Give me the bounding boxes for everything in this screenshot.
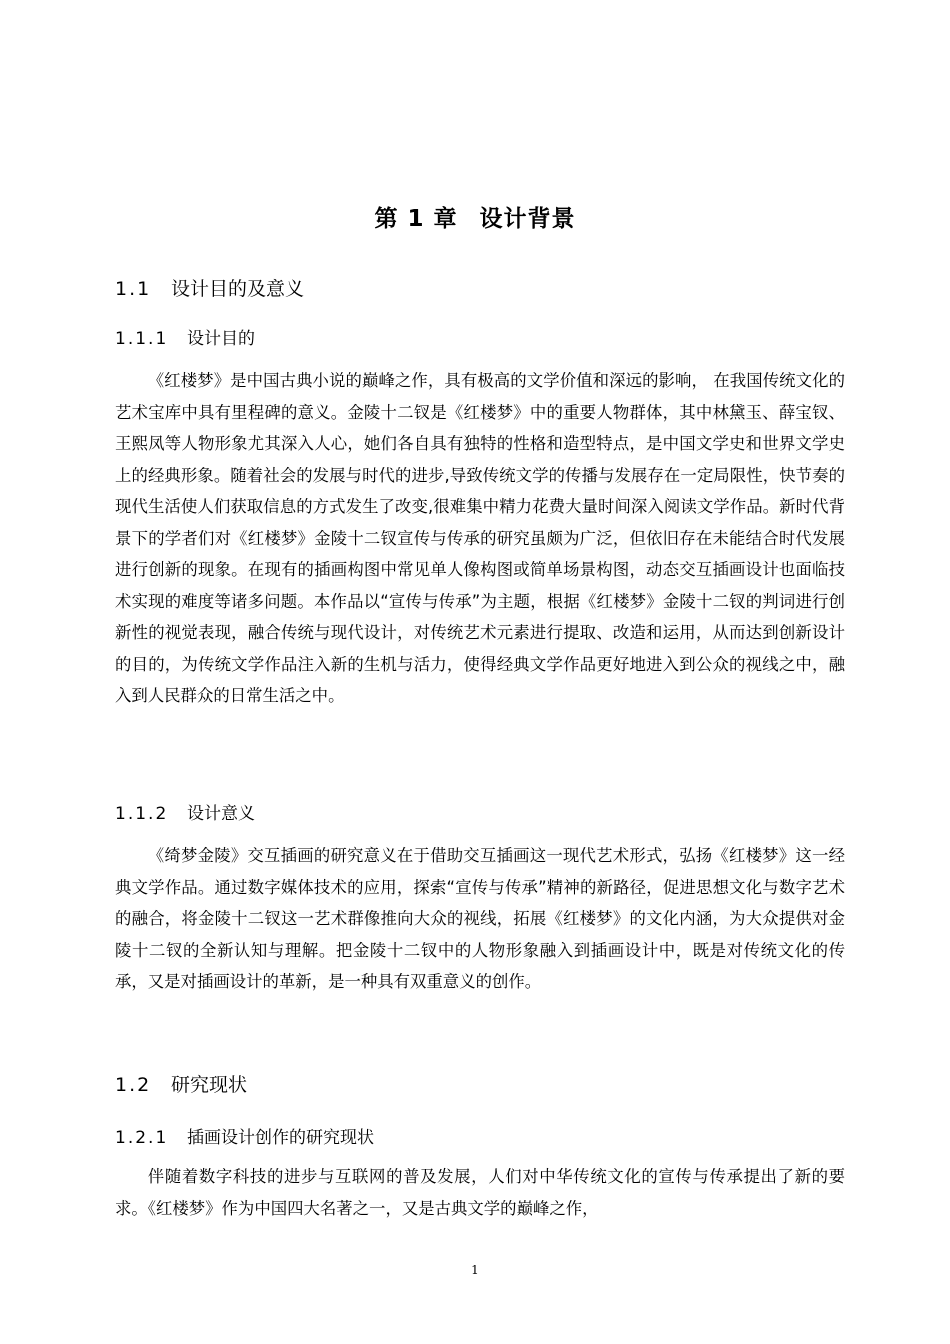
section-number: 1.1 [115,278,152,300]
section-title: 研究现状 [171,1074,248,1096]
page-number: 1 [471,1263,479,1277]
section-number: 1.2 [115,1074,152,1096]
section-heading-1-2 [115,1072,247,1098]
subsection-heading-1-2-1 [115,1126,374,1150]
paragraph-illustration-research: 伴随着数字科技的进步与互联网的普及发展，人们对中华传统文化的宣传与传承提出了新的要求。《红楼梦》作为中国四大名著之一，又是古典文学的巅峰之作， [115,1167,845,1218]
subsection-heading-1-1-2 [115,802,255,826]
section-heading-1-1 [115,276,304,302]
subsection-number: 1.1.2 [115,804,169,824]
subsection-number: 1.1.1 [115,329,169,349]
subsection-heading-1-1-1 [115,327,255,351]
paragraph-design-significance: 《绮梦金陵》交互插画的研究意义在于借助交互插画这一现代艺术形式，弘扬《红楼梦》这一经典文学作品。通过数字媒体技术的应用，探索“宣传与传承”精神的新路径，促进思想文化与数字艺术的融合，将金陵十二钗这一艺术群像推向大众的视线，拓展《红楼梦》的文化内涵，为大众提供对金陵十二钗的全新认知与理解。把金陵十二钗中的人物形象融入到插画设计中，既是对传统文化的传承，又是对插画设计的革新，是一种具有双重意义的创作。 [115,846,845,991]
subsection-number: 1.2.1 [115,1128,169,1148]
section-title: 设计目的及意义 [171,278,305,300]
chapter-name: 设计背景 [479,206,576,232]
paragraph-design-purpose: 《红楼梦》是中国古典小说的巅峰之作，具有极高的文学价值和深远的影响， 在我国传统文化的艺术宝库中具有里程碑的意义。金陵十二钗是《红楼梦》中的重要人物群体，其中林黛玉、薛宝钗、王熙凤等人物形象尤其深入人心，她们各自具有独特的性格和造型特点，是中国文学史和世界文学史上的经典形象。随着社会的发展与时代的进步,导致传统文学的传播与发展存在一定局限性，快节奏的现代生活使人们获取信息的方式发生了改变,很难集中精力花费大量时间深入阅读文学作品。新时代背景下的学者们对《红楼梦》金陵十二钗宣传与传承的研究虽颇为广泛，但依旧存在未能结合时代发展进行创新的现象。在现有的插画构图中常见单人像构图或简单场景构图，动态交互插画设计也面临技术实现的难度等诸多问题。本作品以“宣传与传承”为主题，根据《红楼梦》金陵十二钗的判词进行创新性的视觉表现，融合传统与现代设计，对传统艺术元素进行提取、改造和运用，从而达到创新设计的目的，为传统文学作品注入新的生机与活力，使得经典文学作品更好地进入到公众的视线之中，融入到人民群众的日常生活之中。 [115,371,845,705]
chapter-number: 第 1 章 [374,206,458,232]
subsection-title: 插画设计创作的研究现状 [187,1128,374,1148]
subsection-title: 设计意义 [187,804,255,824]
subsection-title: 设计目的 [187,329,255,349]
chapter-title [0,204,950,234]
